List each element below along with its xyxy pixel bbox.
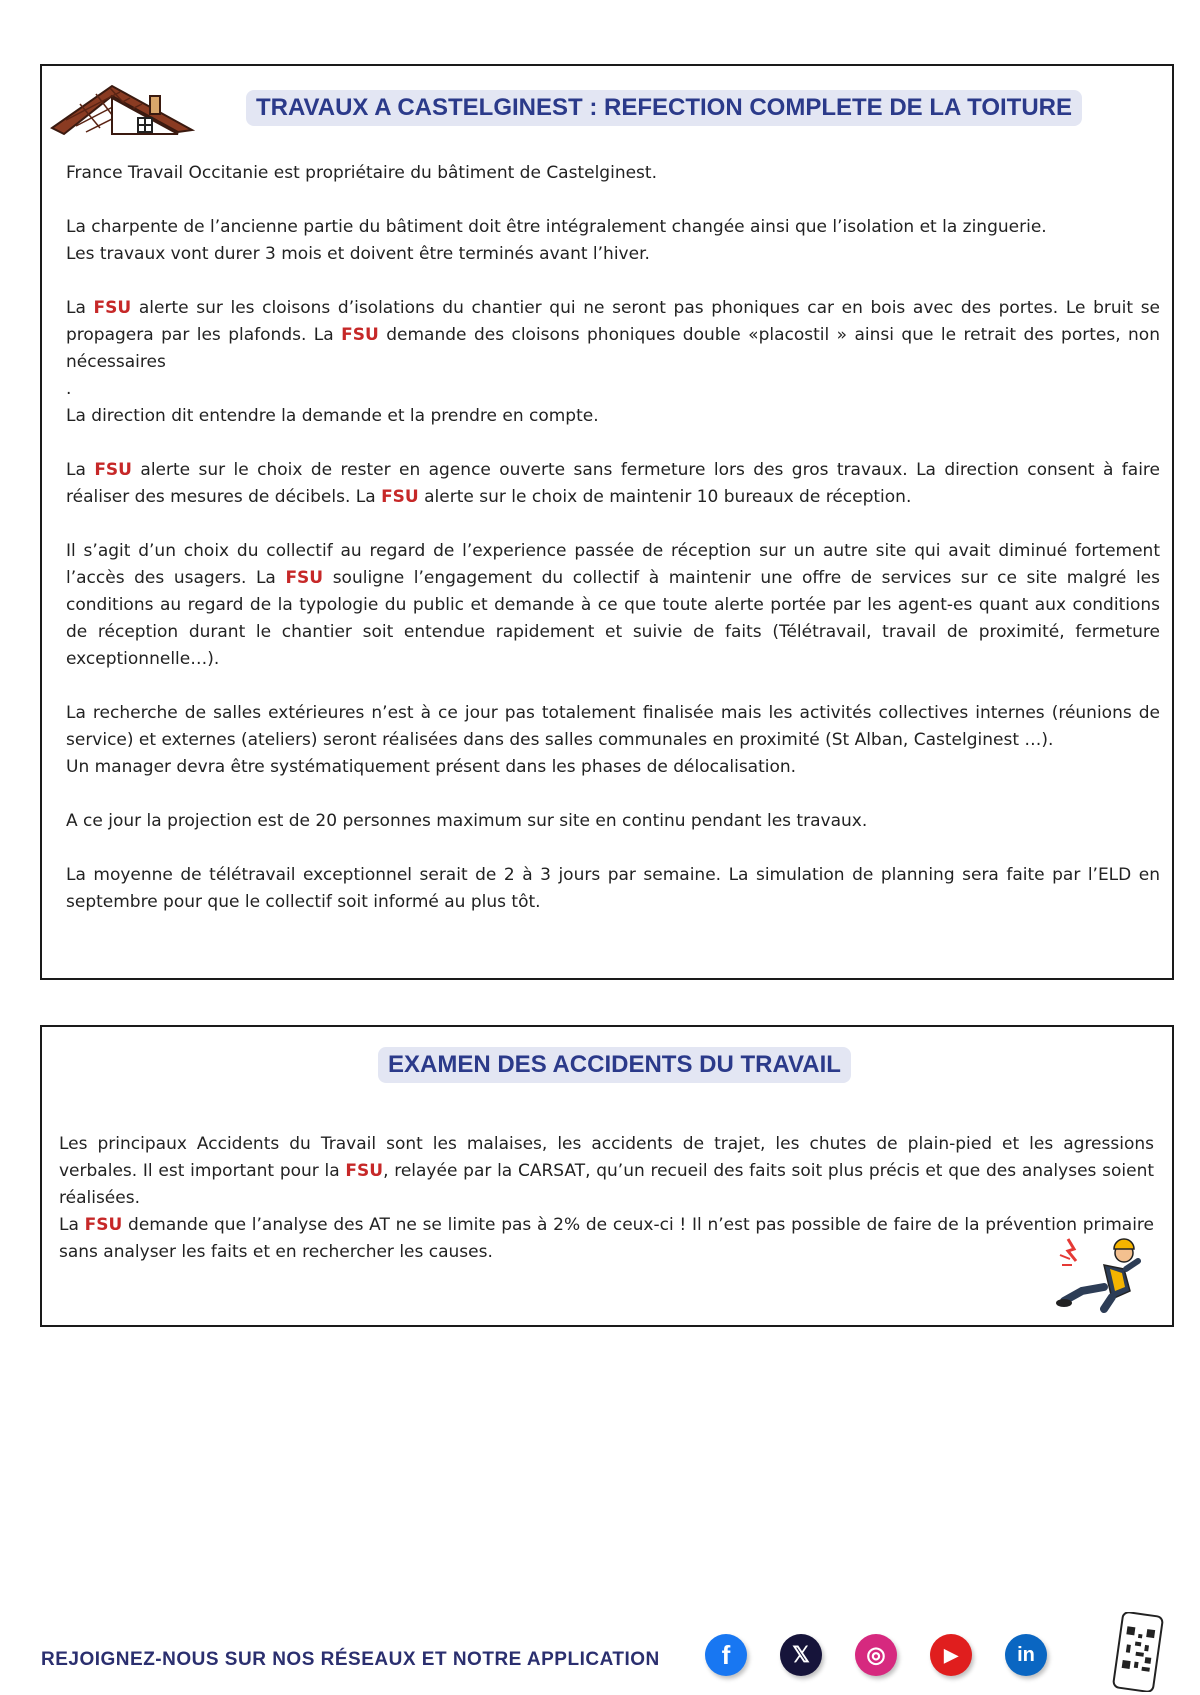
paragraph: La moyenne de télétravail exceptionnel serait de 2 à 3 jours par semaine. La simulation de planning sera faite par l’ELD en septembre pour que le collectif soit informé au plus tôt. — [66, 865, 1160, 912]
paragraph — [59, 1212, 1154, 1266]
paragraph: La recherche de salles extérieures n’est à ce jour pas totalement finalisée mais les activités collectives internes (réunions de service) et externes (ateliers) seront réalisées dans des salles communales en proximité (St Alban, Castelginest …). — [66, 703, 1160, 750]
text: La — [59, 1215, 85, 1235]
text: demande que l’analyse des AT ne se limite pas à 2% de ceux-ci ! Il n’est pas possible de faire de la prévention primaire sans analyser les faits et en rechercher les causes. — [59, 1215, 1154, 1262]
instagram-icon[interactable]: ◎ — [855, 1634, 897, 1676]
text: souligne l’engagement du collectif à maintenir une offre de services sur ce site malgré les conditions au regard de la typologie du public et demande à ce que toute alerte portée par les agent-es quant aux conditions de réception durant le chantier soit entendue rapidement et suivie de faits (Télétravail, travail de proximité, fermeture exceptionnelle…). — [66, 568, 1161, 669]
fsu-highlight: FSU — [345, 1161, 384, 1181]
text: demande des cloisons phoniques double «placostil » ainsi que le retrait des portes, non nécessaires — [66, 325, 1160, 372]
paragraph — [66, 457, 1160, 511]
paragraph-dot: . — [66, 379, 72, 399]
paragraph — [66, 295, 1160, 376]
text: La — [66, 298, 94, 318]
text: alerte sur le choix de maintenir 10 bureaux de réception. — [418, 487, 912, 507]
paragraph: Les travaux vont durer 3 mois et doivent être terminés avant l’hiver. — [66, 244, 650, 264]
fsu-highlight: FSU — [381, 487, 419, 507]
section-accidents — [40, 1025, 1174, 1327]
text: Il s’agit d’un choix du collectif au regard de l’experience passée de réception sur un autre site qui avait diminué fortement l’accès des usagers. La — [66, 541, 1160, 588]
section-body — [59, 1131, 1154, 1266]
house-roof-icon — [50, 78, 195, 138]
qr-code-phone-icon[interactable] — [1112, 1612, 1164, 1692]
fsu-highlight: FSU — [93, 298, 132, 318]
section-body — [66, 160, 1160, 943]
x-icon[interactable]: 𝕏 — [780, 1634, 822, 1676]
text: La — [66, 460, 95, 480]
fsu-highlight: FSU — [341, 325, 379, 345]
paragraph: Un manager devra être systématiquement présent dans les phases de délocalisation. — [66, 757, 797, 777]
fsu-highlight: FSU — [84, 1215, 123, 1235]
youtube-icon[interactable]: ▶ — [930, 1634, 972, 1676]
text: alerte sur les cloisons d’isolations du chantier qui ne seront pas phoniques car en bois avec des portes. Le bruit se propagera par les plafonds. La — [66, 298, 1161, 345]
footer-cta: REJOIGNEZ-NOUS SUR NOS RÉSEAUX ET NOTRE APPLICATION — [41, 1649, 660, 1670]
text: , relayée par la CARSAT, qu’un recueil des faits soit plus précis et que des analyses soient réalisées. — [59, 1161, 1155, 1208]
section-title: EXAMEN DES ACCIDENTS DU TRAVAIL — [378, 1047, 851, 1083]
section-title: TRAVAUX A CASTELGINEST : REFECTION COMPLETE DE LA TOITURE — [246, 90, 1082, 126]
falling-worker-icon — [1054, 1227, 1144, 1313]
paragraph — [59, 1131, 1154, 1212]
section-toiture — [40, 64, 1174, 980]
fsu-highlight: FSU — [94, 460, 132, 480]
paragraph: A ce jour la projection est de 20 personnes maximum sur site en continu pendant les travaux. — [66, 811, 868, 831]
fsu-highlight: FSU — [285, 568, 324, 588]
facebook-icon[interactable]: f — [705, 1634, 747, 1676]
text: alerte sur le choix de rester en agence ouverte sans fermeture lors des gros travaux. La direction consent à faire réaliser des mesures de décibels. La — [66, 460, 1161, 507]
paragraph: France Travail Occitanie est propriétaire du bâtiment de Castelginest. — [66, 163, 657, 183]
paragraph: La charpente de l’ancienne partie du bâtiment doit être intégralement changée ainsi que l’isolation et la zinguerie. — [66, 217, 1047, 237]
paragraph — [66, 538, 1160, 673]
paragraph: La direction dit entendre la demande et la prendre en compte. — [66, 406, 599, 426]
linkedin-icon[interactable]: in — [1005, 1634, 1047, 1676]
footer — [0, 1600, 1200, 1695]
text: Les principaux Accidents du Travail sont les malaises, les accidents de trajet, les chutes de plain-pied et les agressions verbales. Il est important pour la — [59, 1134, 1154, 1181]
